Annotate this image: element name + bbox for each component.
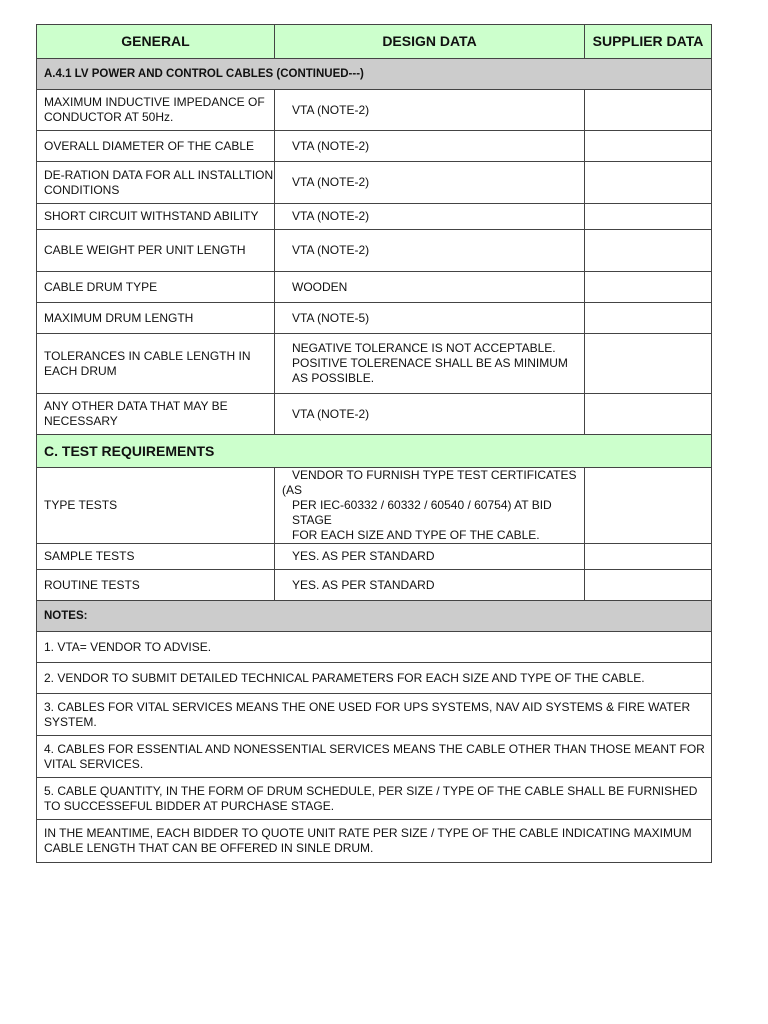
section-a-title: A.4.1 LV POWER AND CONTROL CABLES (CONTINUED---) — [37, 59, 712, 90]
section-a-row — [37, 59, 712, 90]
table-row — [37, 162, 712, 204]
table-row — [37, 570, 712, 601]
design-cell: YES. AS PER STANDARD — [275, 570, 585, 601]
general-cell: ANY OTHER DATA THAT MAY BE NECESSARY — [37, 394, 275, 435]
general-cell: SHORT CIRCUIT WITHSTAND ABILITY — [37, 204, 275, 230]
table-row — [37, 204, 712, 230]
note-row — [37, 736, 712, 778]
design-cell: YES. AS PER STANDARD — [275, 544, 585, 570]
supplier-cell[interactable] — [585, 204, 712, 230]
data-sheet-table — [36, 24, 712, 863]
general-cell: OVERALL DIAMETER OF THE CABLE — [37, 131, 275, 162]
note-row — [37, 820, 712, 863]
supplier-cell[interactable] — [585, 468, 712, 544]
design-cell: VTA (NOTE-2) — [275, 230, 585, 272]
design-cell: VTA (NOTE-5) — [275, 303, 585, 334]
table-row — [37, 272, 712, 303]
design-cell: VTA (NOTE-2) — [275, 394, 585, 435]
supplier-cell[interactable] — [585, 90, 712, 131]
table-row — [37, 303, 712, 334]
type-tests-line: VENDOR TO FURNISH TYPE TEST CERTIFICATES — [292, 468, 577, 482]
supplier-cell[interactable] — [585, 230, 712, 272]
supplier-cell[interactable] — [585, 272, 712, 303]
notes-title: NOTES: — [37, 601, 712, 632]
note-text: 3. CABLES FOR VITAL SERVICES MEANS THE ONE USED FOR UPS SYSTEMS, NAV AID SYSTEMS & FIRE WATER SYSTEM. — [37, 694, 712, 736]
note-text: 4. CABLES FOR ESSENTIAL AND NONESSENTIAL SERVICES MEANS THE CABLE OTHER THAN THOSE MEANT FOR VITAL SERVICES. — [37, 736, 712, 778]
header-supplier-data: SUPPLIER DATA — [585, 25, 712, 59]
header-row — [37, 25, 712, 59]
note-row — [37, 663, 712, 694]
general-cell: TYPE TESTS — [37, 468, 275, 544]
note-text: 5. CABLE QUANTITY, IN THE FORM OF DRUM SCHEDULE, PER SIZE / TYPE OF THE CABLE SHALL BE FURNISHED TO SUCCESSEFUL BIDDER AT PURCHASE STAGE. — [37, 778, 712, 820]
supplier-cell[interactable] — [585, 570, 712, 601]
section-c-row — [37, 435, 712, 468]
supplier-cell[interactable] — [585, 544, 712, 570]
note-row — [37, 778, 712, 820]
note-row — [37, 694, 712, 736]
design-cell: WOODEN — [275, 272, 585, 303]
supplier-cell[interactable] — [585, 303, 712, 334]
type-tests-line: FOR EACH SIZE AND TYPE OF THE CABLE. — [292, 528, 540, 542]
table-row — [37, 230, 712, 272]
design-cell: VTA (NOTE-2) — [275, 90, 585, 131]
note-text: 2. VENDOR TO SUBMIT DETAILED TECHNICAL PARAMETERS FOR EACH SIZE AND TYPE OF THE CABLE. — [37, 663, 712, 694]
design-cell: VTA (NOTE-2) — [275, 131, 585, 162]
supplier-cell[interactable] — [585, 162, 712, 204]
table-row — [37, 334, 712, 394]
note-row — [37, 632, 712, 663]
general-cell: CABLE WEIGHT PER UNIT LENGTH — [37, 230, 275, 272]
general-cell: DE-RATION DATA FOR ALL INSTALLTION CONDITIONS — [37, 162, 275, 204]
note-text: IN THE MEANTIME, EACH BIDDER TO QUOTE UNIT RATE PER SIZE / TYPE OF THE CABLE INDICATING MAXIMUM CABLE LENGTH THAT CAN BE OFFERED IN SINLE DRUM. — [37, 820, 712, 863]
design-cell: VTA (NOTE-2) — [275, 204, 585, 230]
general-cell: SAMPLE TESTS — [37, 544, 275, 570]
design-cell — [275, 468, 585, 544]
section-c-title: C. TEST REQUIREMENTS — [37, 435, 712, 468]
general-cell: CABLE DRUM TYPE — [37, 272, 275, 303]
table-row — [37, 131, 712, 162]
table-row — [37, 394, 712, 435]
header-design-data: DESIGN DATA — [275, 25, 585, 59]
supplier-cell[interactable] — [585, 131, 712, 162]
type-tests-line: PER IEC-60332 / 60332 / 60540 / 60754) AT BID STAGE — [292, 498, 552, 527]
design-cell: NEGATIVE TOLERANCE IS NOT ACCEPTABLE. POSITIVE TOLERENACE SHALL BE AS MINIMUM AS POSSIBLE. — [275, 334, 585, 394]
type-tests-line: (AS — [282, 483, 303, 497]
general-cell: ROUTINE TESTS — [37, 570, 275, 601]
general-cell: MAXIMUM INDUCTIVE IMPEDANCE OF CONDUCTOR AT 50Hz. — [37, 90, 275, 131]
table-row — [37, 90, 712, 131]
supplier-cell[interactable] — [585, 394, 712, 435]
note-text: 1. VTA= VENDOR TO ADVISE. — [37, 632, 712, 663]
general-cell: MAXIMUM DRUM LENGTH — [37, 303, 275, 334]
header-general: GENERAL — [37, 25, 275, 59]
table-row-type-tests — [37, 468, 712, 544]
design-cell: VTA (NOTE-2) — [275, 162, 585, 204]
supplier-cell[interactable] — [585, 334, 712, 394]
general-cell: TOLERANCES IN CABLE LENGTH IN EACH DRUM — [37, 334, 275, 394]
notes-header-row — [37, 601, 712, 632]
table-row — [37, 544, 712, 570]
